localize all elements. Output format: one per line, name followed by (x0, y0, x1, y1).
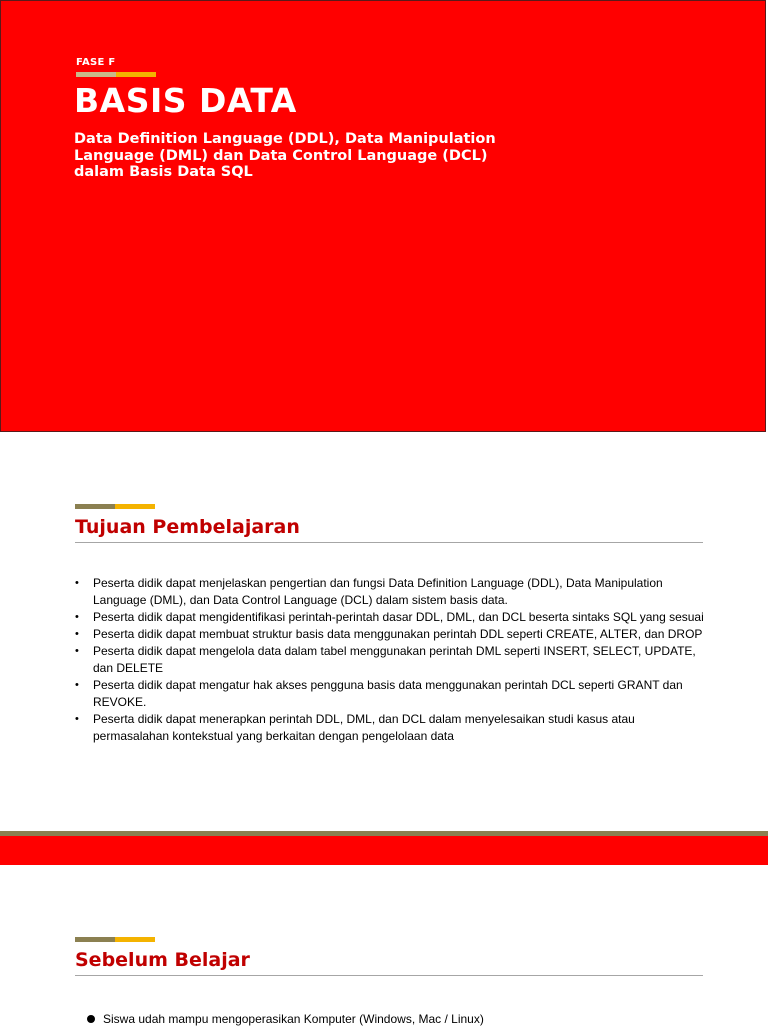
list-item (75, 711, 705, 745)
objective-text: Peserta didik dapat mengelola data dalam tabel menggunakan perintah DML seperti INSERT, SELECT, UPDATE, dan DELETE (93, 644, 696, 675)
objective-text: Peserta didik dapat membuat struktur basis data menggunakan perintah DDL seperti CREATE, ALTER, dan DROP (93, 627, 703, 641)
objectives-divider (75, 542, 703, 543)
bullet-icon: • (75, 628, 79, 640)
cover-accent-bar (76, 72, 156, 77)
before-text: Siswa udah mampu mengoperasikan Komputer (Windows, Mac / Linux) (103, 1012, 484, 1026)
bullet-icon: • (75, 611, 79, 623)
phase-label: FASE F (76, 57, 116, 68)
list-item (75, 575, 705, 609)
accent-segment-gold (116, 72, 156, 77)
list-item (75, 643, 705, 677)
bullet-icon: • (75, 713, 79, 725)
cover-title: BASIS DATA (74, 81, 297, 120)
objective-text: Peserta didik dapat mengatur hak akses pengguna basis data menggunakan perintah DCL seperti GRANT dan REVOKE. (93, 678, 683, 709)
before-divider (75, 975, 703, 976)
bullet-icon: • (75, 679, 79, 691)
objectives-heading: Tujuan Pembelajaran (75, 516, 300, 538)
accent-segment-gold (115, 504, 155, 509)
accent-segment-olive (75, 937, 115, 942)
before-heading: Sebelum Belajar (75, 949, 250, 971)
cover-subtitle: Data Definition Language (DDL), Data Manipulation Language (DML) dan Data Control Language (DCL) dalam Basis Data SQL (74, 131, 496, 180)
before-list (85, 1011, 705, 1028)
accent-segment-olive (75, 504, 115, 509)
bullet-icon: • (75, 645, 79, 657)
bullet-icon: • (75, 577, 79, 589)
accent-segment-tan (76, 72, 116, 77)
slide-divider-red (0, 836, 768, 865)
objectives-accent-bar (75, 504, 155, 509)
objective-text: Peserta didik dapat mengidentifikasi perintah-perintah dasar DDL, DML, dan DCL beserta sintaks SQL yang sesuai (93, 610, 704, 624)
bullet-icon (87, 1015, 95, 1023)
list-item (85, 1011, 705, 1028)
accent-segment-gold (115, 937, 155, 942)
cover-slide (0, 0, 766, 432)
objective-text: Peserta didik dapat menjelaskan pengertian dan fungsi Data Definition Language (DDL), Data Manipulation Language (DML), dan Data Control Language (DCL) dalam sistem basis data. (93, 576, 663, 607)
list-item (75, 677, 705, 711)
objectives-list (75, 575, 705, 745)
list-item (75, 609, 705, 626)
list-item (75, 626, 705, 643)
before-accent-bar (75, 937, 155, 942)
objective-text: Peserta didik dapat menerapkan perintah DDL, DML, dan DCL dalam menyelesaikan studi kasus atau permasalahan kontekstual yang berkaitan dengan pengelolaan data (93, 712, 635, 743)
